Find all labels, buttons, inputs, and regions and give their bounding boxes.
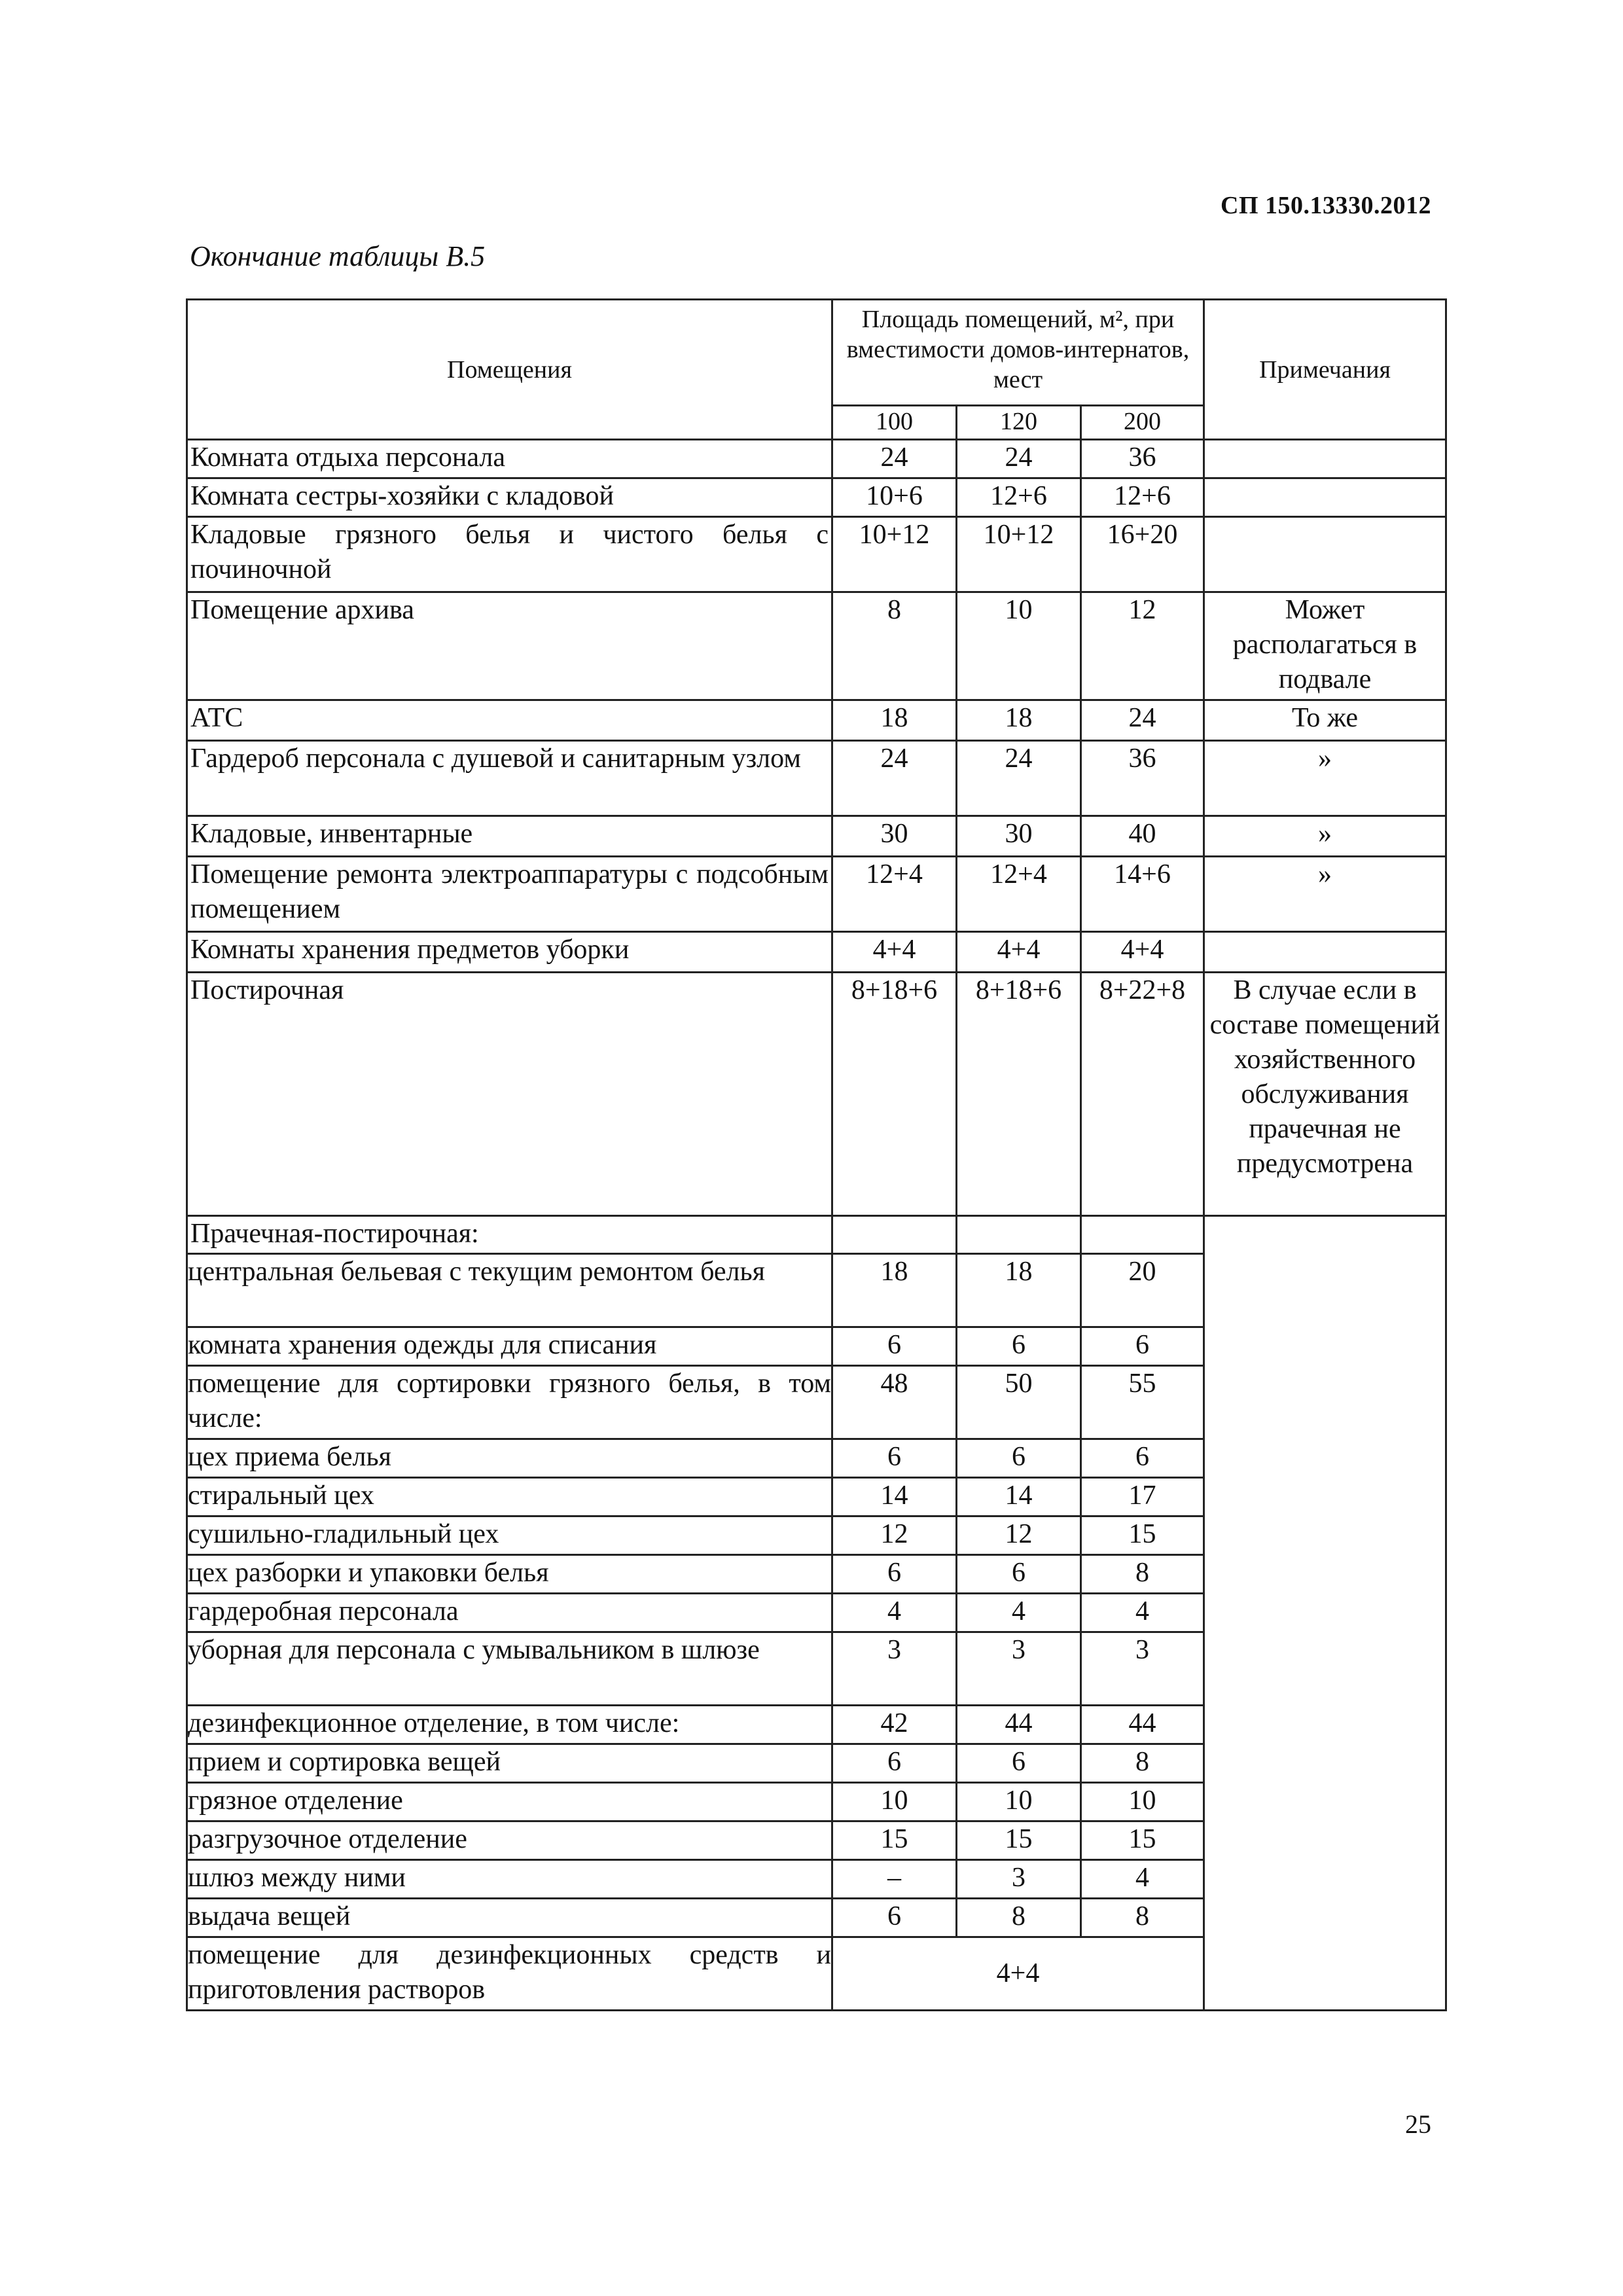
area-value-120: 18 (957, 700, 1081, 741)
area-value-120: 10 (957, 592, 1081, 700)
table-row (187, 440, 1446, 478)
laundry-value-100: 4 (832, 1594, 957, 1632)
area-value-200: 16+20 (1081, 517, 1204, 592)
laundry-final-value: 4+4 (832, 1937, 1204, 2011)
area-value-100: 30 (832, 816, 957, 857)
area-value-120: 4+4 (957, 932, 1081, 973)
table-row (187, 478, 1446, 517)
laundry-value-120: 6 (957, 1439, 1081, 1478)
area-value-120: 12+6 (957, 478, 1081, 517)
header-notes: Примечания (1204, 300, 1446, 440)
laundry-value-120: 15 (957, 1821, 1081, 1860)
laundry-value-120: 6 (957, 1327, 1081, 1366)
area-value-100: 4+4 (832, 932, 957, 973)
laundry-value-200: 4 (1081, 1594, 1204, 1632)
table-row (187, 932, 1446, 973)
laundry-item-name: прием и сортировка вещей (187, 1744, 832, 1783)
table-row (187, 741, 1446, 816)
laundry-value-100: 48 (832, 1366, 957, 1439)
area-value-100: 24 (832, 741, 957, 816)
laundry-value-100: 6 (832, 1439, 957, 1478)
laundry-value-120: 4 (957, 1594, 1081, 1632)
area-value-200: 40 (1081, 816, 1204, 857)
laundry-item-name: гардеробная персонала (187, 1594, 832, 1632)
table-header-row (187, 300, 1446, 406)
area-value-200: 8+22+8 (1081, 973, 1204, 1216)
area-value-200: 24 (1081, 700, 1204, 741)
room-name: Помещение архива (187, 592, 832, 700)
room-name: Комната отдыха персонала (187, 440, 832, 478)
laundry-value-200: 55 (1081, 1366, 1204, 1439)
room-name: Кладовые, инвентарные (187, 816, 832, 857)
laundry-value-100: 18 (832, 1254, 957, 1327)
room-name: Постирочная (187, 973, 832, 1216)
laundry-value-100: 6 (832, 1744, 957, 1783)
area-value-200: 4+4 (1081, 932, 1204, 973)
area-value-120: 24 (957, 440, 1081, 478)
laundry-item-name: разгрузочное отделение (187, 1821, 832, 1860)
laundry-value-120: 3 (957, 1860, 1081, 1899)
laundry-item-name: дезинфекционное отделение, в том числе: (187, 1706, 832, 1744)
laundry-value-100: 42 (832, 1706, 957, 1744)
area-value-200: 14+6 (1081, 857, 1204, 932)
empty-cell (957, 1216, 1081, 1254)
table-row (187, 816, 1446, 857)
area-value-200: 36 (1081, 741, 1204, 816)
area-value-100: 24 (832, 440, 957, 478)
laundry-value-200: 20 (1081, 1254, 1204, 1327)
laundry-value-120: 8 (957, 1899, 1081, 1937)
empty-cell (832, 1216, 957, 1254)
laundry-value-120: 12 (957, 1516, 1081, 1555)
table-row (187, 592, 1446, 700)
room-note: То же (1204, 700, 1446, 741)
laundry-item-name: цех разборки и упаковки белья (187, 1555, 832, 1594)
laundry-value-200: 44 (1081, 1706, 1204, 1744)
table-row (187, 700, 1446, 741)
table-row (187, 857, 1446, 932)
room-name: Гардероб персонала с душевой и санитарным узлом (187, 741, 832, 816)
laundry-value-120: 18 (957, 1254, 1081, 1327)
area-value-100: 18 (832, 700, 957, 741)
room-note: » (1204, 816, 1446, 857)
laundry-value-120: 6 (957, 1555, 1081, 1594)
empty-cell (1081, 1216, 1204, 1254)
room-name: Комнаты хранения предметов уборки (187, 932, 832, 973)
laundry-value-100: 6 (832, 1327, 957, 1366)
room-note: В случае если в составе помещений хозяйственного обслуживания прачечная не предусмотрена (1204, 973, 1446, 1216)
laundry-value-200: 17 (1081, 1478, 1204, 1516)
laundry-final-name: помещение для дезинфекционных средств и приготовления растворов (187, 1937, 832, 2011)
room-note: » (1204, 857, 1446, 932)
area-value-100: 12+4 (832, 857, 957, 932)
laundry-value-200: 10 (1081, 1783, 1204, 1821)
area-value-120: 24 (957, 741, 1081, 816)
room-name: Комната сестры-хозяйки с кладовой (187, 478, 832, 517)
laundry-value-200: 6 (1081, 1439, 1204, 1478)
laundry-item-name: цех приема белья (187, 1439, 832, 1478)
area-value-200: 36 (1081, 440, 1204, 478)
laundry-value-120: 3 (957, 1632, 1081, 1706)
laundry-value-120: 50 (957, 1366, 1081, 1439)
laundry-value-100: 14 (832, 1478, 957, 1516)
laundry-value-200: 3 (1081, 1632, 1204, 1706)
laundry-value-120: 6 (957, 1744, 1081, 1783)
laundry-value-200: 8 (1081, 1555, 1204, 1594)
rooms-area-table (186, 298, 1447, 2011)
area-value-200: 12+6 (1081, 478, 1204, 517)
room-name: Кладовые грязного белья и чистого белья с починочной (187, 517, 832, 592)
room-note (1204, 440, 1446, 478)
page-number: 25 (1405, 2109, 1431, 2139)
laundry-value-120: 14 (957, 1478, 1081, 1516)
table-row (187, 517, 1446, 592)
room-note (1204, 517, 1446, 592)
laundry-value-100: 15 (832, 1821, 957, 1860)
laundry-value-200: 15 (1081, 1821, 1204, 1860)
laundry-item-name: помещение для сортировки грязного белья, в том числе: (187, 1366, 832, 1439)
area-value-120: 10+12 (957, 517, 1081, 592)
laundry-value-200: 4 (1081, 1860, 1204, 1899)
laundry-value-200: 15 (1081, 1516, 1204, 1555)
room-note (1204, 478, 1446, 517)
laundry-section-title: Прачечная-постирочная: (187, 1216, 832, 1254)
laundry-value-100: – (832, 1860, 957, 1899)
area-value-100: 8+18+6 (832, 973, 957, 1216)
area-value-120: 8+18+6 (957, 973, 1081, 1216)
laundry-value-100: 6 (832, 1555, 957, 1594)
capacity-100: 100 (832, 406, 957, 440)
laundry-value-120: 44 (957, 1706, 1081, 1744)
table-row (187, 973, 1446, 1216)
laundry-item-name: грязное отделение (187, 1783, 832, 1821)
laundry-value-200: 8 (1081, 1899, 1204, 1937)
capacity-120: 120 (957, 406, 1081, 440)
room-name: Помещение ремонта электроаппаратуры с подсобным помещением (187, 857, 832, 932)
area-value-200: 12 (1081, 592, 1204, 700)
laundry-notes-cell (1204, 1216, 1446, 2011)
laundry-value-200: 8 (1081, 1744, 1204, 1783)
laundry-value-100: 12 (832, 1516, 957, 1555)
header-area: Площадь помещений, м², при вместимости домов-интернатов, мест (832, 300, 1204, 406)
laundry-item-name: комната хранения одежды для списания (187, 1327, 832, 1366)
laundry-item-name: сушильно-гладильный цех (187, 1516, 832, 1555)
area-value-120: 30 (957, 816, 1081, 857)
laundry-section-row (187, 1216, 1446, 1254)
room-name: АТС (187, 700, 832, 741)
laundry-value-100: 3 (832, 1632, 957, 1706)
room-note: » (1204, 741, 1446, 816)
area-value-100: 8 (832, 592, 957, 700)
laundry-item-name: центральная бельевая с текущим ремонтом белья (187, 1254, 832, 1327)
room-note (1204, 932, 1446, 973)
area-value-100: 10+12 (832, 517, 957, 592)
laundry-item-name: шлюз между ними (187, 1860, 832, 1899)
laundry-value-120: 10 (957, 1783, 1081, 1821)
room-note: Может располагаться в подвале (1204, 592, 1446, 700)
laundry-value-200: 6 (1081, 1327, 1204, 1366)
document-code: СП 150.13330.2012 (1221, 192, 1431, 219)
capacity-200: 200 (1081, 406, 1204, 440)
laundry-value-100: 6 (832, 1899, 957, 1937)
area-value-100: 10+6 (832, 478, 957, 517)
header-rooms: Помещения (187, 300, 832, 440)
area-value-120: 12+4 (957, 857, 1081, 932)
laundry-item-name: уборная для персонала с умывальником в шлюзе (187, 1632, 832, 1706)
laundry-value-100: 10 (832, 1783, 957, 1821)
laundry-item-name: стиральный цех (187, 1478, 832, 1516)
table-caption: Окончание таблицы В.5 (190, 240, 486, 272)
laundry-item-name: выдача вещей (187, 1899, 832, 1937)
